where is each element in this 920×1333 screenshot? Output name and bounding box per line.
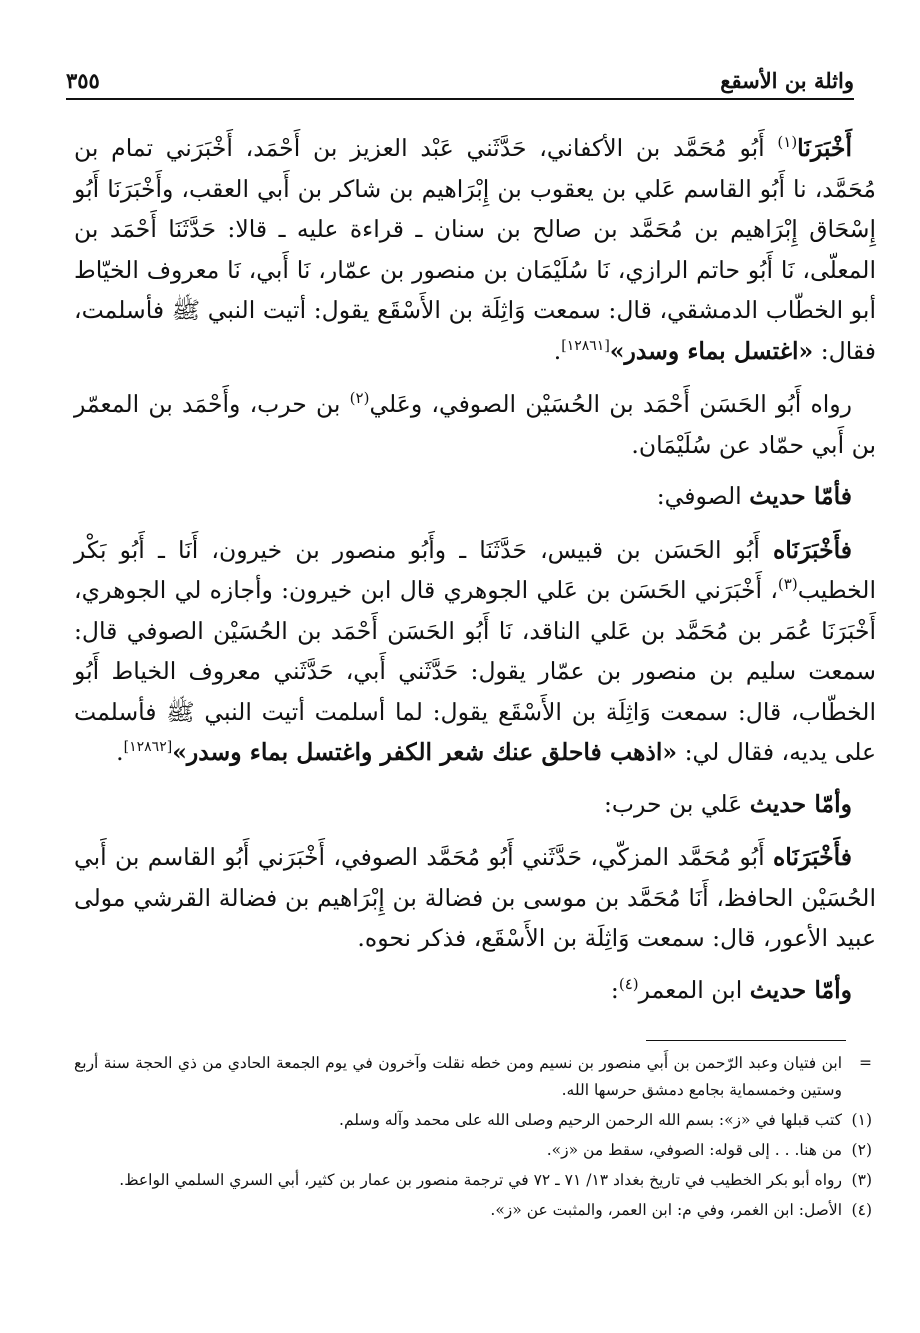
paragraph-1 [74, 128, 876, 371]
footnote-item [74, 1137, 872, 1164]
paragraph-text: أَبُو مُحَمَّد بن الأكفاني، حَدَّثَني عَبْد العزيز بن أَحْمَد، أَخْبَرَني تمام بن مُحَمَّد، نا أَبُو القاسم عَلي بن يعقوب بن إِبْرَاهيم بن شاكر بن أَبي العقب، وأَخْبَرَنَا أَبُو إِسْحَاق إِبْرَاهيم بن مُحَمَّد بن صالح بن سنان ـ قراءة عليه ـ قالا: حَدَّثَنَا أَحْمَد بن المعلّى، نَا أَبُو حاتم الرازي، نَا سُلَيْمَان بن منصور بن عمّار، نَا أَبي، نَا معروف الخيّاط أبو الخطّاب الدمشقي، قال: سمعت وَاثِلَة بن الأَسْقَع يقول: أتيت النبي ﷺ فأسلمت، فقال: [74, 134, 876, 365]
footnote-text: رواه أبو بكر الخطيب في تاريخ بغداد ١٣/ ٧١ ـ ٧٢ في ترجمة منصور بن عمار بن كثير، أبي السري السلمي الواعظ. [119, 1171, 842, 1189]
paragraph-2 [74, 384, 876, 465]
footnote-number: = [859, 1054, 872, 1072]
paragraph-4 [74, 837, 876, 959]
footnote-number: (٤) [851, 1201, 872, 1219]
footnote-text: من هنا. . . إلى قوله: الصوفي، سقط من «ز». [546, 1141, 842, 1159]
footnotes [74, 1050, 872, 1227]
hadith-quote: «اذهب فاحلق عنك شعر الكفر واغتسل بماء وسدر» [172, 738, 678, 766]
paragraph-text: رواه أَبُو الحَسَن أَحْمَد بن الحُسَيْن الصوفي، وعَلي [369, 390, 852, 418]
paragraph-text: ، أَخْبَرَني الحَسَن بن عَلي الجوهري قال ابن خيرون: وأجازه لي الجوهري، أَخْبَرَنَا عُمَر بن مُحَمَّد بن عَلي الناقد، نَا أَبُو الحَسَن أَحْمَد بن الحُسَيْن الصوفي قال: سمعت سليم بن منصور بن عمّار يقول: حَدَّثَني أَبي، حَدَّثَني معروف الخياط أَبُو الخطّاب، قال: سمعت وَاثِلَة بن الأَسْقَع يقول: لما أسلمت أتيت النبي ﷺ فأسلمت على يديه، فقال لي: [74, 576, 876, 766]
hadith-marker: فأَخْبَرَنَاه [773, 535, 852, 564]
footnote-number: (٣) [851, 1171, 872, 1189]
footnote-text: الأصل: ابن الغمر، وفي م: ابن العمر، والمثبت عن «ز». [490, 1201, 842, 1219]
note-ref-2: (٢) [349, 389, 370, 408]
footnote-number: (٢) [851, 1141, 872, 1159]
hadith-marker: أَخْبَرَنَا [797, 134, 852, 162]
section-heading-1 [74, 476, 876, 517]
heading-bold: فأمّا حديث [749, 482, 852, 510]
paragraph-text: بن حرب، وأَحْمَد بن المعمّر بن أَبي حمّاد عن سُلَيْمَان. [74, 390, 876, 459]
footnote-text: ابن فتيان وعبد الرّحمن بن أَبي منصور بن نسيم ومن خطه نقلت وآخرون في يوم الجمعة الحادي من ذي الحجة سنة أربع وستين وخمسماية بجامع دمشق حرسها الله. [74, 1054, 842, 1099]
paragraph-text: أَبُو مُحَمَّد المزكّي، حَدَّثَني أَبُو مُحَمَّد الصوفي، أَخْبَرَني أَبُو القاسم بن أَبي الحُسَيْن الحافظ، أَنَا مُحَمَّد بن موسى بن فضالة بن إِبْرَاهيم بن فضالة القرشي مولى عبيد الأعور، قال: سمعت وَاثِلَة بن الأَسْقَع، فذكر نحوه. [74, 843, 876, 952]
note-ref-4: (٤) [618, 974, 639, 993]
heading-end: : [610, 975, 619, 1004]
hadith-number: [١٢٨٦١] [561, 337, 610, 354]
paragraph-3 [74, 530, 876, 773]
footnote-separator [646, 1040, 846, 1041]
footnote-item [74, 1197, 872, 1224]
page-number: ٣٥٥ [66, 68, 100, 93]
header-rule [66, 98, 854, 100]
footnote-text: كتب قبلها في «ز»: بسم الله الرحمن الرحيم وصلى الله على محمد وآله وسلم. [339, 1111, 842, 1129]
paragraph-text: أَبُو الحَسَن بن قبيس، حَدَّثَنَا ـ وأَبُو منصور بن خيرون، أَنَا ـ أَبُو بَكْر الخطيب [74, 535, 876, 604]
heading-rest: عَلي بن حرب: [603, 789, 750, 818]
main-text [74, 128, 876, 1010]
page-header [66, 58, 854, 100]
footnote-number: (١) [851, 1111, 872, 1129]
footnote-item [74, 1167, 872, 1194]
hadith-number: [١٢٨٦٢] [123, 739, 173, 756]
heading-bold: وأمّا حديث [749, 975, 852, 1004]
footnote-item [74, 1050, 872, 1104]
footnote-item [74, 1107, 872, 1134]
paragraph-end: . [553, 336, 562, 365]
heading-bold: وأمّا حديث [749, 789, 852, 818]
heading-rest: ابن المعمر [638, 975, 750, 1004]
running-title: واثلة بن الأسقع [720, 68, 854, 93]
note-ref-1: (١) [777, 133, 798, 152]
hadith-marker: فأَخْبَرَنَاه [773, 843, 852, 871]
paragraph-end: . [116, 738, 124, 766]
note-ref-3: (٣) [777, 575, 798, 594]
heading-rest: الصوفي: [656, 482, 750, 510]
hadith-quote: «اغتسل بماء وسدر» [609, 336, 814, 365]
section-heading-3 [74, 970, 876, 1011]
section-heading-2 [74, 784, 876, 825]
